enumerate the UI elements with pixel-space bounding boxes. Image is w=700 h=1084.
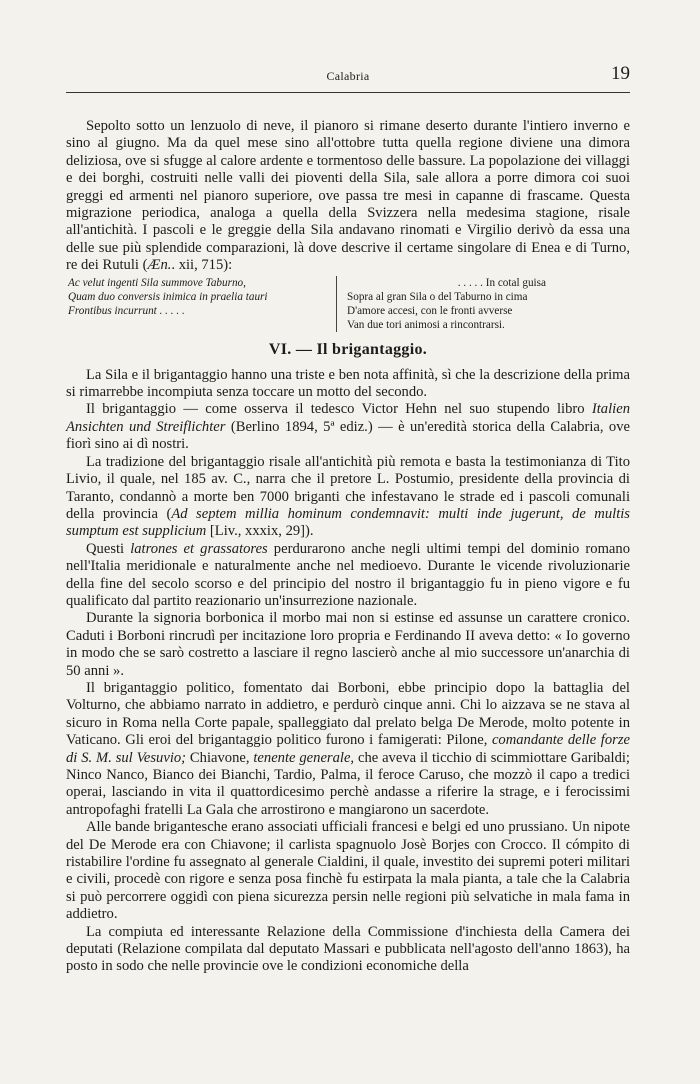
text-run: [Liv., xxxix, 29]). [206,523,314,540]
paragraph-sila [66,118,630,275]
paragraph: La Sila e il brigantaggio hanno una triste e ben nota affinità, sì che la descrizione della prima si rimarrebbe incompiuta senza toccare un motto del secondo. [66,366,630,401]
latin-verse [66,276,332,332]
text-run: Chiavone, [186,749,254,766]
verse-divider [336,276,337,332]
verse-quote [66,276,630,332]
latin-phrase: latrones et grassatores [130,540,268,557]
text-run: Il brigantaggio politico, fomentato dai Borboni, ebbe principio dopo la battaglia del Volturno, che abbiamo narrato in addietro, e perdurò cinque anni. Chi lo aizzava se ne stava al sicuro in Roma nella Corte papale, spalleggiato dal prelato belga De Merode, molto potente in Vaticano. Gli eroi del brigantaggio politico furono i famigerati: Pilone, [66,679,630,749]
italian-line: Van due tori animosi a rincontrarsi. [347,318,505,331]
italic-title: comandante delle forze di S. M. sul Vesuvio; [66,732,630,766]
page-body [66,118,630,976]
latin-line: Ac velut ingenti Sila summove Taburno, [68,276,246,289]
paragraph-sila-text: Sepolto sotto un lenzuolo di neve, il pianoro si rimane deserto durante l'intiero inverno e sino al giugno. Ma da quel mese sino all'ottobre tutta quella regione diviene una dimora deliziosa, ove si sfugge al calore ardente e tormentoso delle bassure. La popolazione dei villaggi e dei borghi, costruiti nelle valli dei pioventi della Sila, sale allora a porre dimora coi suoi greggi ed armenti nel pianoro superiore, ove passa tre mesi in capanne di frascame. Questa migrazione periodica, analoga a quella della Svizzera nella medesima stagione, risale all'antichità. I pascoli e le greggie della Sila andavano rinomati e Virgilio derivò da essa una delle sue più splendide comparazioni, là dove descrive il certame singolare di Enea e di Turno, re dei Rutuli ( [66,118,630,274]
text-run: Il brigantaggio — come osserva il tedesco Victor Hehn nel suo stupendo libro [86,401,592,418]
citation-aeneid: Æn. [147,257,172,274]
italian-line: D'amore accesi, con le fronti avverse [347,304,513,317]
italian-line: Sopra al gran Sila o del Taburno in cima [347,290,528,303]
text-run: che aveva il ticchio di scimmiottare Garibaldi; Ninco Nanco, Bianco dei Bianchi, Tardio, Palma, il feroce Caruso, che mozzò il capo a tredici operai, lasciando in vita il quattordicesimo perchè andasse a riferire la strage, e i ferocissimi antropofaghi fratelli La Gala che arrostirono e mangiarono un sacerdote. [66,749,630,818]
italian-line: . . . . . In cotal guisa [457,276,546,289]
paragraph-livio [66,454,630,541]
latin-quotation: Ad septem millia hominum condemnavit: multi inde jugerunt, de multis sumptum est supplicium [66,505,630,540]
text-run: La tradizione del brigantaggio risale all'antichità più remota e basta la testimonianza di Tito Livio, il quale, nel 185 av. C., narra che il pretore L. Postumio, presidente della provincia di Taranto, condannò a morte ben 7000 briganti che infestavano le strade ed i pascoli comunali della provincia ( [66,453,630,522]
book-title: Italien Ansichten und Streiflichter [66,401,630,435]
text-run: (Berlino 1894, 5ª ediz.) — è un'eredità storica della Calabria, ove fiorì sino ai dì nostri. [66,418,630,453]
section-heading: VI. — Il brigantaggio. [268,340,428,358]
paragraph: Durante la signoria borbonica il morbo mai non si estinse ed assunse un carattere cronico. Caduti i Borboni rincrudì per incitazione loro propria e Ferdinando II aveva detto: « Io governo in modo che se sarò costretto a lasciare il regno lascierò anche al mio successore un'anarchia di 50 anni ». [66,610,630,679]
paragraph: La compiuta ed interessante Relazione della Commissione d'inchiesta della Camera dei deputati (Relazione compilata dal deputato Massari e pubblicata nell'agosto dell'anno 1863), ha posto in sodo che nelle provincie ove le condizioni economiche della [66,923,630,975]
paragraph-brigands [66,680,630,819]
paragraph-hehn [66,401,630,453]
paragraph-latrones [66,541,630,611]
paragraph: Alle bande brigantesche erano associati ufficiali francesi e belgi ed uno prussiano. Un nipote del De Merode era con Chiavone; il carlista spagnuolo Josè Borjes con Crocco. Il cómpito di ristabilire l'ordine fu assegnato al generale Cialdini, il quale, investito dei supremi poteri militari e civili, procedè con rigore e senza posa finchè fu estirpata la mala pianta, a tale che la Calabria si può percorrere oggidì con piena sicurezza persin nelle regioni più selvatiche in mala fama in addietro. [66,819,630,923]
text-run: Questi [86,540,131,557]
paragraph-sila-end: . xii, 715): [171,257,233,274]
page-number: 19 [611,63,630,84]
latin-line: Frontibus incurrunt . . . . . [68,304,185,317]
running-title: Calabria [326,69,370,83]
italian-verse [347,276,630,332]
latin-line: Quam duo conversis inimica in praelia tauri [68,290,268,303]
italic-title: tenente generale, [253,749,355,766]
header-rule [66,92,630,93]
text-run: perdurarono anche negli ultimi tempi del dominio romano nell'Italia meridionale e naturalmente anche nel medioevo. Durante le vicende rivoluzionarie della fine del secolo scorso e del principio del nostro il brigantaggio fu in pieno vigore e fu qualificato dal partito reazionario un'insurrezione nazionale. [66,540,630,609]
page-header [66,63,630,88]
